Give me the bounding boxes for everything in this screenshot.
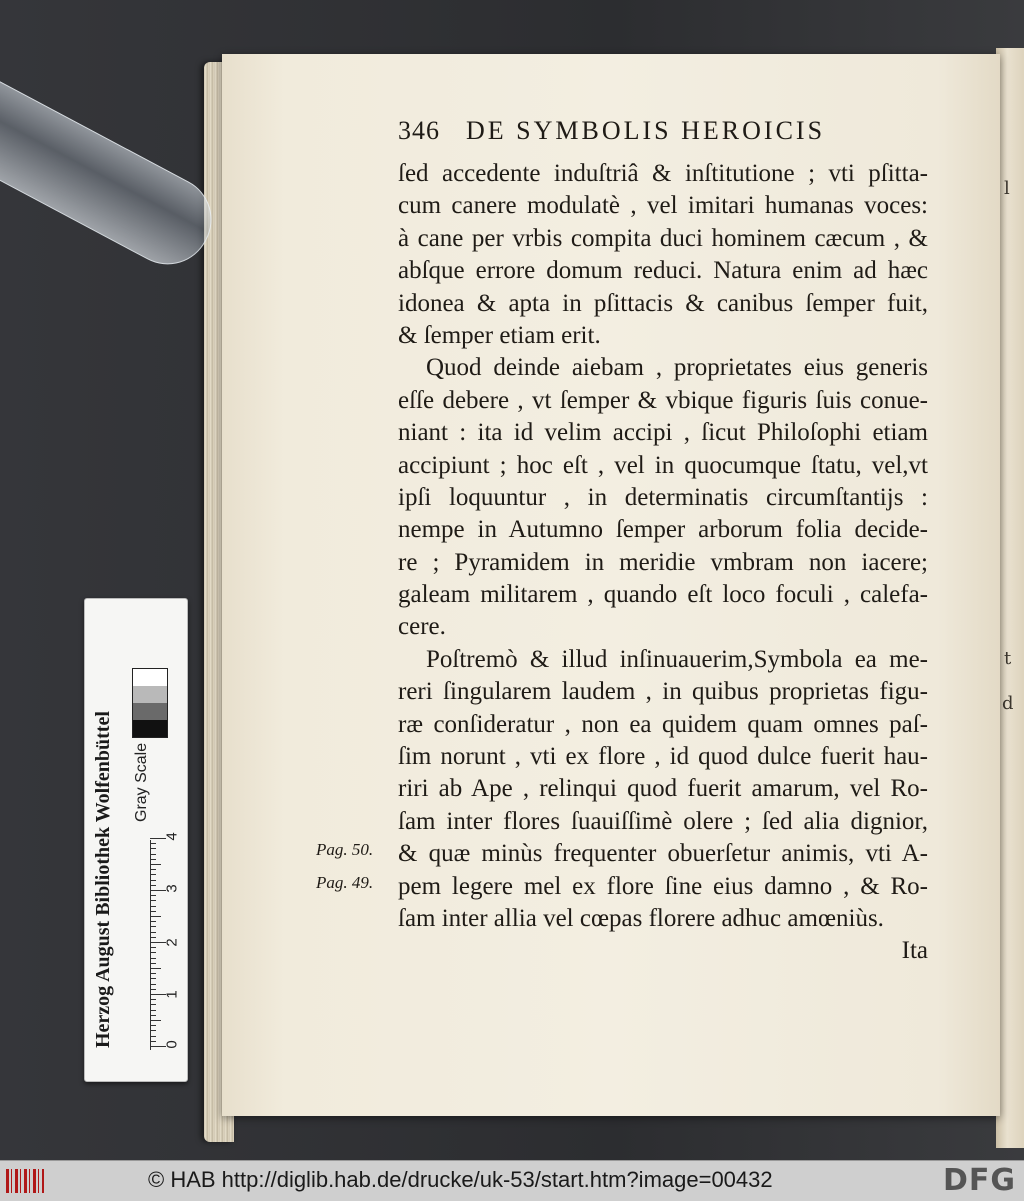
ruler-tick <box>150 1004 156 1005</box>
text-line: pem legere mel ex flore ſine eius damno , & Ro- <box>398 872 928 900</box>
ruler-tick <box>150 906 156 907</box>
gray-swatches <box>132 668 168 738</box>
ruler-tick <box>150 1030 156 1031</box>
ruler-tick <box>150 1010 156 1011</box>
ruler-tick <box>150 978 156 979</box>
ruler-number: 0 <box>163 1040 181 1049</box>
margin-note: Pag. 49. <box>316 873 374 892</box>
ruler-tick <box>150 968 161 969</box>
barcode-icon <box>6 1169 44 1193</box>
ruler-tick <box>150 880 156 881</box>
ruler-number: 2 <box>163 938 181 947</box>
text-line: riri ab Ape , relinqui quod fuerit amarum, vel Ro- <box>398 775 928 803</box>
library-name: Herzog August Bibliothek Wolfenbüttel <box>92 711 114 1048</box>
text-line: & quæ minùs frequenter obuerſetur animis, vti A- <box>398 840 928 868</box>
ruler-tick <box>150 921 156 922</box>
ruler-tick <box>150 869 156 870</box>
margin-note: Pag. 50. <box>316 840 374 859</box>
ruler-tick <box>150 911 156 912</box>
ruler-number: 3 <box>163 884 181 893</box>
ruler-tick <box>150 973 156 974</box>
text-line: ſam inter allia vel cœpas florere adhuc amœniùs. <box>398 904 884 932</box>
running-title: DE SYMBOLIS HEROICIS <box>466 116 826 145</box>
running-head <box>398 116 825 146</box>
text-line: Poſtremò & illud inſinuauerim,Symbola ea me- <box>426 645 928 673</box>
page-number: 346 <box>398 116 440 145</box>
text-line: abſque errore domum reduci. Natura enim ad hæc <box>398 257 928 285</box>
text-line: ſam inter flores ſuauiſſimè olere ; ſed alia dignior, <box>398 807 928 835</box>
next-page-sliver <box>996 48 1024 1148</box>
text-line: eſſe debere , vt ſemper & vbique figuris ſuis conue- <box>398 386 928 414</box>
footer-bar <box>0 1160 1024 1201</box>
credit-link[interactable]: © HAB http://diglib.hab.de/drucke/uk-53/start.htm?image=00432 <box>148 1167 773 1192</box>
ruler-tick <box>150 1020 161 1021</box>
sliver-mark: t <box>1004 648 1012 669</box>
ruler-tick <box>150 854 156 855</box>
ruler-number: 1 <box>163 990 181 999</box>
text-line: re ; Pyramidem in meridie vmbram non iacere; <box>398 548 928 576</box>
gray-scale-label: Gray Scale <box>133 742 150 822</box>
text-line: à cane per vrbis compita duci hominem cæcum , & <box>398 224 928 252</box>
text-line: & ſemper etiam erit. <box>398 321 601 349</box>
text-line: cere. <box>398 613 446 641</box>
ruler-tick <box>150 843 156 844</box>
text-line: accipiunt ; hoc eſt , vel in quocumque ſtatu, vel,vt <box>398 451 928 479</box>
sliver-mark: d <box>1002 693 1014 714</box>
ruler-tick <box>150 859 156 860</box>
body-text <box>398 158 928 968</box>
dfg-logo: DFG <box>942 1163 1016 1198</box>
ruler-tick <box>150 999 156 1000</box>
text-line: galeam militarem , quando eſt loco foculi , calefa- <box>398 581 928 609</box>
sliver-mark: l <box>1004 178 1010 199</box>
ruler-number: 4 <box>163 832 181 841</box>
ruler-tick <box>150 1025 156 1026</box>
text-line: nempe in Autumno ſemper arborum folia decide- <box>398 516 928 544</box>
ruler-tick <box>150 958 156 959</box>
ruler-tick <box>150 864 161 865</box>
ruler-tick <box>150 932 156 933</box>
ruler-tick <box>150 916 161 917</box>
ruler <box>150 840 151 1050</box>
ruler-tick <box>150 1036 156 1037</box>
text-line: ſed accedente induſtriâ & inſtitutione ; vti pſitta- <box>398 160 928 187</box>
ruler-tick <box>150 984 156 985</box>
text-line: idonea & apta in pſittacis & canibus ſemper fuit, <box>398 289 928 317</box>
ruler-tick <box>150 1041 156 1042</box>
ruler-tick <box>150 895 156 896</box>
ruler-tick <box>150 989 156 990</box>
text-line: niant : ita id velim accipi , ſicut Philoſophi etiam <box>398 419 928 447</box>
ruler-tick <box>150 900 156 901</box>
text-line: cum canere modulatè , vel imitari humanas voces: <box>398 192 928 220</box>
text-line: reri ſingularem laudem , in quibus proprietas figu- <box>398 678 928 706</box>
text-line: ipſi loquuntur , in determinatis circumſtantijs : <box>398 483 928 511</box>
ruler-tick <box>150 848 156 849</box>
catchword: Ita <box>901 937 928 965</box>
text-line: Quod deinde aiebam , proprietates eius generis <box>426 354 928 382</box>
ruler-tick <box>150 885 156 886</box>
text-line: ræ conſideratur , non ea quidem quam omnes paſ- <box>398 710 928 738</box>
ruler-tick <box>150 937 156 938</box>
ruler-tick <box>150 1015 156 1016</box>
ruler-tick <box>150 874 156 875</box>
ruler-tick <box>150 947 156 948</box>
ruler-tick <box>150 952 156 953</box>
text-line: ſim norunt , vti ex flore , id quod dulce fuerit hau- <box>398 743 928 771</box>
ruler-tick <box>150 926 156 927</box>
ruler-tick <box>150 963 156 964</box>
